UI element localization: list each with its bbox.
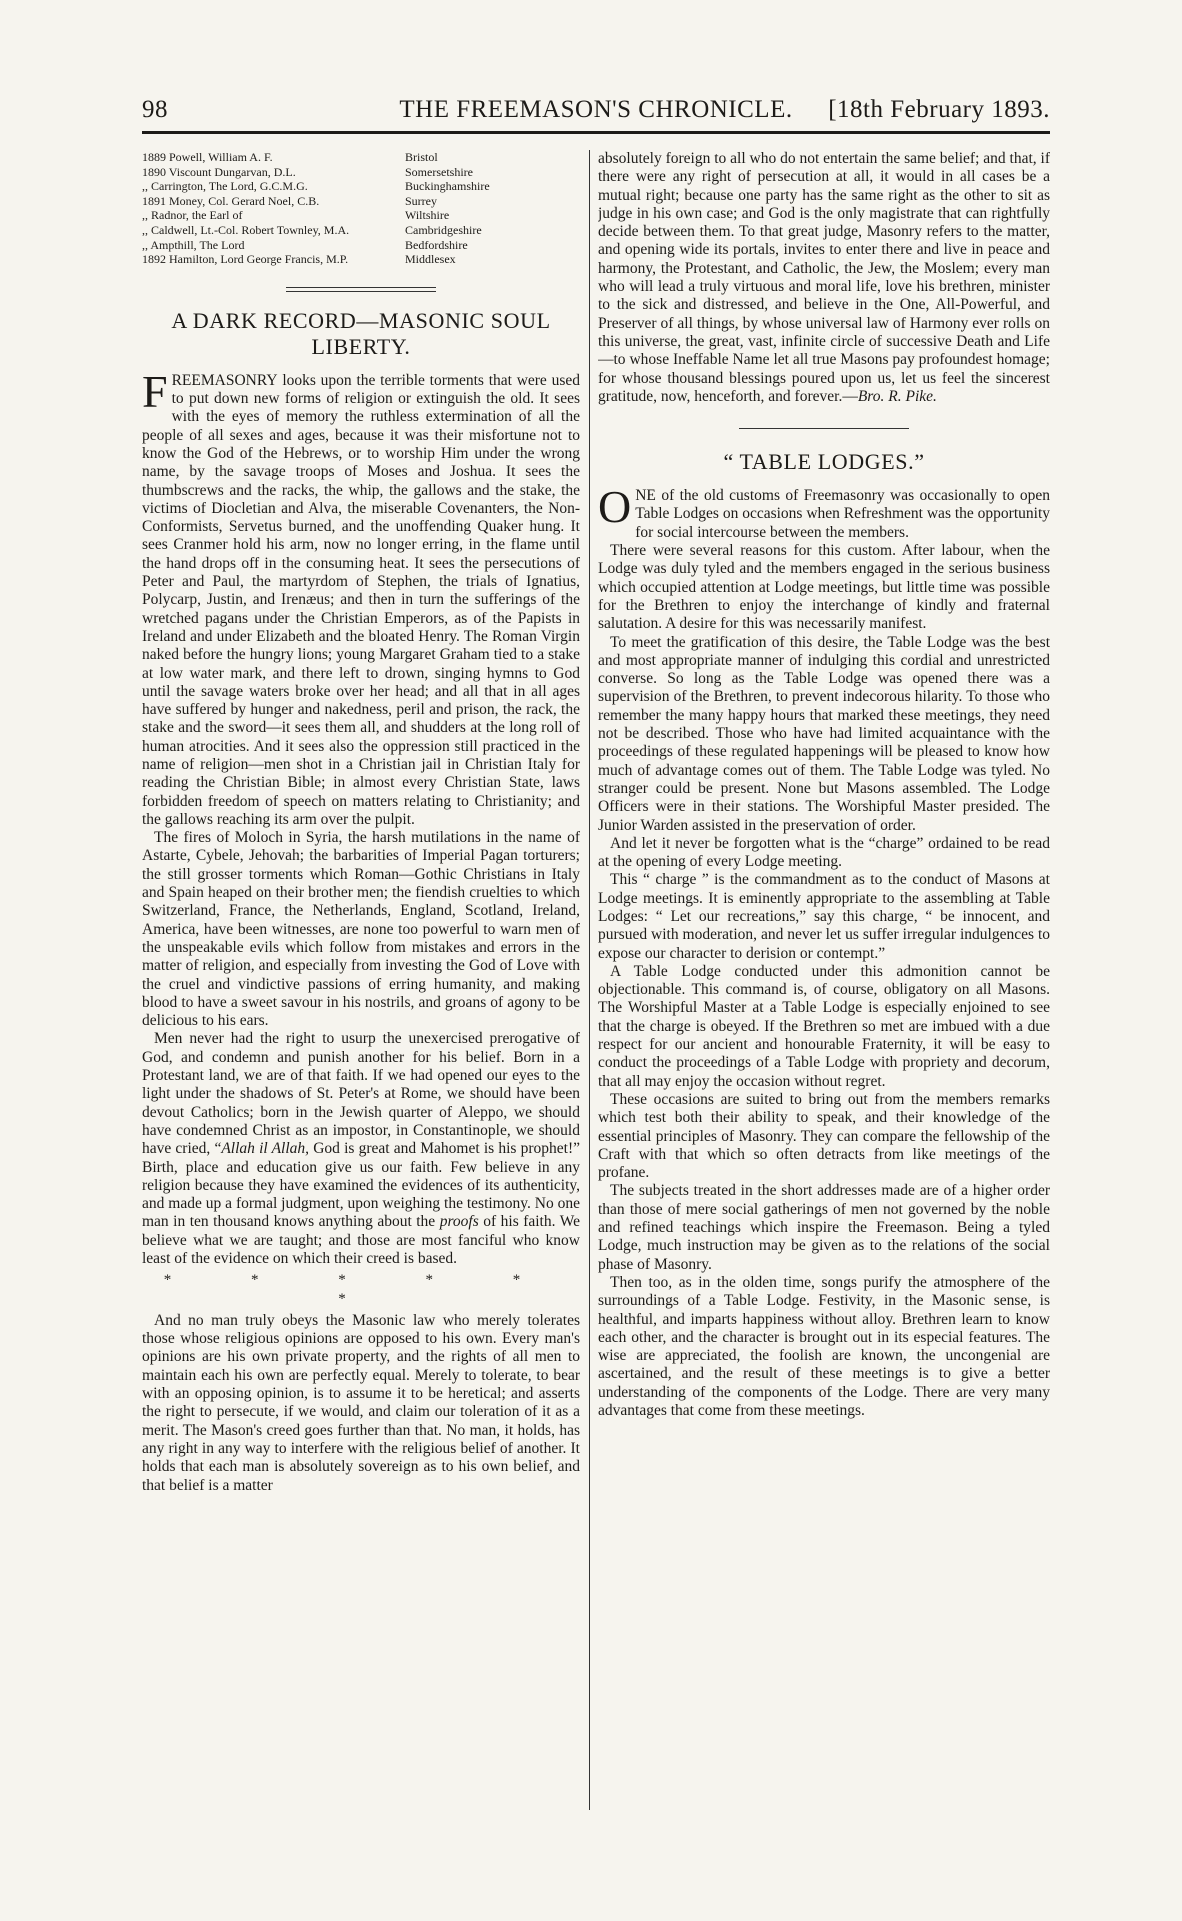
- list-county: Buckinghamshire: [405, 179, 490, 194]
- list-name: 1889 Powell, William A. F.: [142, 150, 273, 164]
- section-stars: * * * * * *: [163, 1272, 559, 1307]
- article-paragraph: And let it never be forgotten what is the “charge” ordained to be read at the opening of every Lodge meeting.: [598, 834, 1050, 871]
- article-paragraph: Men never had the right to usurp the unexercised prerogative of God, and condemn and punish another for his belief. Born in a Protestant land, we are of that faith. If we had opened our eyes to the light under the shadows of St. Peter's at Rome, we should have been devout Catholics; born in the Jewish quarter of Aleppo, we should have condemned Christ as an impostor, in Constantinople, we should have cried, “Allah il Allah, God is great and Mahomet is his prophet!” Birth, place and education give us our faith. Few believe in any religion because they have examined the evidences of its authenticity, and made up a formal judgment, upon weighing the testimony. No one man in ten thousand knows anything about the proofs of his faith. We believe what we are taught; and those are most fanciful who know least of the evidence on which their creed is based.: [142, 1030, 580, 1267]
- article-paragraph: There were several reasons for this custom. After labour, when the Lodge was duly tyled and the members engaged in the serious business which occupied attention at Lodge meetings, but little time was possible for the Brethren to enjoy the interchange of kindly and fraternal salutation. A desire for this was necessarily manifest.: [598, 542, 1050, 633]
- list-name: 1890 Viscount Dungarvan, D.L.: [142, 164, 296, 179]
- list-row: [142, 252, 580, 267]
- article-paragraph: The fires of Moloch in Syria, the harsh mutilations in the name of Astarte, Cybele, Jehovah; the barbarities of Imperial Pagan torturers; the still grosser torments which Roman—Gothic Christians in Italy and Spain heaped on their brother men; the fiendish cruelties to which Switzerland, France, the Netherlands, England, Scotland, Ireland, America, have been witnesses, are none too powerful to warn men of the unspeakable evils which follow from mistakes and errors in the matter of religion, and especially from investing the God of Love with the cruel and vindictive passions of erring humanity, and making blood to have a sweet savour in his nostrils, and groans of agony to be delicious to his ears.: [142, 829, 580, 1030]
- right-column: [598, 150, 1050, 1820]
- list-county: Bristol: [405, 150, 438, 164]
- list-row: [142, 208, 580, 223]
- provincial-list: [142, 150, 580, 267]
- author-signature: Bro. R. Pike.: [857, 387, 937, 405]
- article-paragraph: These occasions are suited to bring out from the members remarks which test both their ability to speak, and their knowledge of the essential principles of Masonry. They can compare the fellowship of the Craft with that which so often detracts from like meetings of the profane.: [598, 1090, 1050, 1182]
- lead-word: NE: [635, 487, 656, 505]
- list-row: [142, 179, 580, 194]
- publication-title: THE FREEMASON'S CHRONICLE.: [399, 96, 793, 123]
- section-divider: [739, 428, 909, 429]
- list-name: 1892 Hamilton, Lord George Francis, M.P.: [142, 252, 349, 267]
- header-rule: [142, 131, 1050, 134]
- list-name: ,, Caldwell, Lt.-Col. Robert Townley, M.A.: [142, 222, 350, 237]
- left-column: [142, 150, 580, 1820]
- article-paragraph: To meet the gratification of this desire, the Table Lodge was the best and most appropriate manner of indulging this cordial and unrestricted converse. So long as the Table Lodge was opened there was a supervision of the Brethren, to prevent indecorous hilarity. To those who remember the many happy hours that marked these meetings, they need not be described. Those who have had limited acquaintance with the proceedings of these regulated happenings will be pleased to know how much of advantage comes out of them. The Table Lodge was tyled. No stranger could be present. None but Masons assembled. The Lodge Officers were in their stations. The Worshipful Master presided. The Junior Warden assisted in the preservation of order.: [598, 633, 1050, 834]
- list-row: [142, 223, 580, 238]
- article-paragraph: And no man truly obeys the Masonic law who merely tolerates those whose religious opinions are opposed to his own. Every man's opinions are his own private property, and the rights of all men to maintain each his own are perfectly equal. Merely to tolerate, to bear with an opposing opinion, is to assume it to be heretical; and asserts the right to persecute, if we would, and claim our toleration of it as a merit. The Mason's creed goes further than that. No man, it holds, has any right in any way to interfere with the religious belief of another. It holds that each man is absolutely sovereign as to his own belief, and that belief is a matter: [142, 1311, 580, 1494]
- page-number: 98: [142, 96, 168, 123]
- article-paragraph: FREEMASONRY looks upon the terrible torments that were used to put down new forms of religion or extinguish the old. It sees with the eyes of memory the ruthless extermination of all the people of all sexes and ages, because it was their misfortune not to know the God of the Hebrews, or to worship Him under the wrong name, by the savage troops of Moses and Joshua. It sees the thumbscrews and the racks, the whip, the gallows and the stake, the victims of Diocletian and Alva, the miserable Covenanters, the Non-Conformists, Servetus burned, and the unoffending Quaker hung. It sees Cranmer hold his arm, now no longer erring, in the flame until the hand drops off in the consuming heat. It sees the persecutions of Peter and Paul, the martyrdom of Stephen, the trials of Ignatius, Polycarp, Justin, and Irenæus; and then in turn the sufferings of the wretched pagans under the Christian Emperors, as of the Papists in Ireland and under Elizabeth and the bloated Henry. The Roman Virgin naked before the hungry lions; young Margaret Graham tied to a stake at low water mark, and there left to drown, singing hymns to God until the savage waters broke over her head; and all that in all ages have suffered by hunger and nakedness, peril and prison, the rack, the stake and the sword—it sees them all, and shudders at the long roll of human atrocities. And it sees also the oppression still practiced in the name of religion—men shot in a Christian jail in Christian Italy for reading the Christian Bible; in almost every Christian State, laws forbidden freedom of speech on matters relating to Christianity; and the gallows reaching its arm over the pulpit.: [142, 365, 580, 828]
- list-row: [142, 194, 580, 209]
- list-row: [142, 165, 580, 180]
- list-county: Cambridgeshire: [405, 222, 482, 237]
- article-heading: “ TABLE LODGES.”: [723, 449, 925, 475]
- list-name: ,, Ampthill, The Lord: [142, 237, 245, 252]
- article-paragraph: A Table Lodge conducted under this admonition cannot be objectionable. This command is, of course, obligatory on all Masons. The Worshipful Master at a Table Lodge is especially enjoined to see that the charge is obeyed. If the Brethren so met are imbued with a due respect for our ancient and honourable Fraternity, it will be easy to conduct the proceedings of a Table Lodge with propriety and decorum, that all may enjoy the occasion without regret.: [598, 962, 1050, 1090]
- drop-cap: O: [598, 481, 632, 533]
- lead-word: REEMASONRY: [171, 371, 278, 389]
- drop-cap: F: [142, 365, 168, 417]
- article-paragraph-continued: absolutely foreign to all who do not entertain the same belief; and that, if there were any right of persecution at all, it would in all cases be a mutual right; because one party has the same right as the other to sit as judge in his own case; and God is the only magistrate that can rightfully decide between them. To that great judge, Masonry refers to the matter, and opening wide its portals, invites to enter there and live in peace and harmony, the Protestant, and Catholic, the Jew, the Moslem; every man who will lead a truly virtuous and moral life, love his brethren, minister to the sick and distressed, and believe in the One, All-Powerful, and Preserver of all things, by whose universal law of Harmony ever rolls on this universe, the great, vast, infinite circle of successive Death and Life—to whose Ineffable Name let all true Masons pay profoundest homage; for whose thousand blessings poured upon us, let us feel the sincerest gratitude, now, henceforth, and forever.—Bro. R. Pike.: [598, 150, 1050, 405]
- article-paragraph: This “ charge ” is the commandment as to the conduct of Masons at Lodge meetings. It is eminently appropriate to the assembling at Table Lodges: “ Let our recreations,” say this charge, “ be innocent, and pursued with moderation, and never let us suffer irregular indulgences to expose our character to derision or contempt.”: [598, 871, 1050, 962]
- column-divider: [589, 150, 590, 1810]
- article-paragraph: ONE of the old customs of Freemasonry was occasionally to open Table Lodges on occasions when Refreshment was the opportunity for social intercourse between the members.: [598, 481, 1050, 541]
- article-paragraph: The subjects treated in the short addresses made are of a higher order than those of mere social gatherings of men not governed by the noble and refined teachings which inspire the Freemason. Being a tyled Lodge, much instruction may be given as to the relations of the social phase of Masonry.: [598, 1182, 1050, 1273]
- article-heading: A DARK RECORD—MASONIC SOUL LIBERTY.: [171, 307, 551, 359]
- section-divider: [286, 287, 436, 292]
- list-county: Surrey: [405, 193, 437, 208]
- list-name: ,, Radnor, the Earl of: [142, 208, 243, 223]
- list-name: ,, Carrington, The Lord, G.C.M.G.: [142, 179, 308, 194]
- article-paragraph: Then too, as in the olden time, songs purify the atmosphere of the surroundings of a Table Lodge. Festivity, in the Masonic sense, is healthful, and imparts happiness without alloy. Brethren learn to know each other, and the character is brought out in its especial features. The wise are appreciated, the foolish are known, the uncongenial are ascertained, and the result of these meetings is to give a better understanding of the components of the Lodge. There are very many advantages that come from these meetings.: [598, 1273, 1050, 1419]
- list-county: Middlesex: [405, 252, 456, 267]
- list-county: Wiltshire: [405, 208, 450, 223]
- list-row: [142, 238, 580, 253]
- masthead: [142, 96, 1050, 132]
- issue-date: [18th February 1893.: [828, 96, 1050, 123]
- list-county: Somersetshire: [405, 164, 473, 179]
- list-name: 1891 Money, Col. Gerard Noel, C.B.: [142, 193, 320, 208]
- list-county: Bedfordshire: [405, 237, 468, 252]
- list-row: [142, 150, 580, 165]
